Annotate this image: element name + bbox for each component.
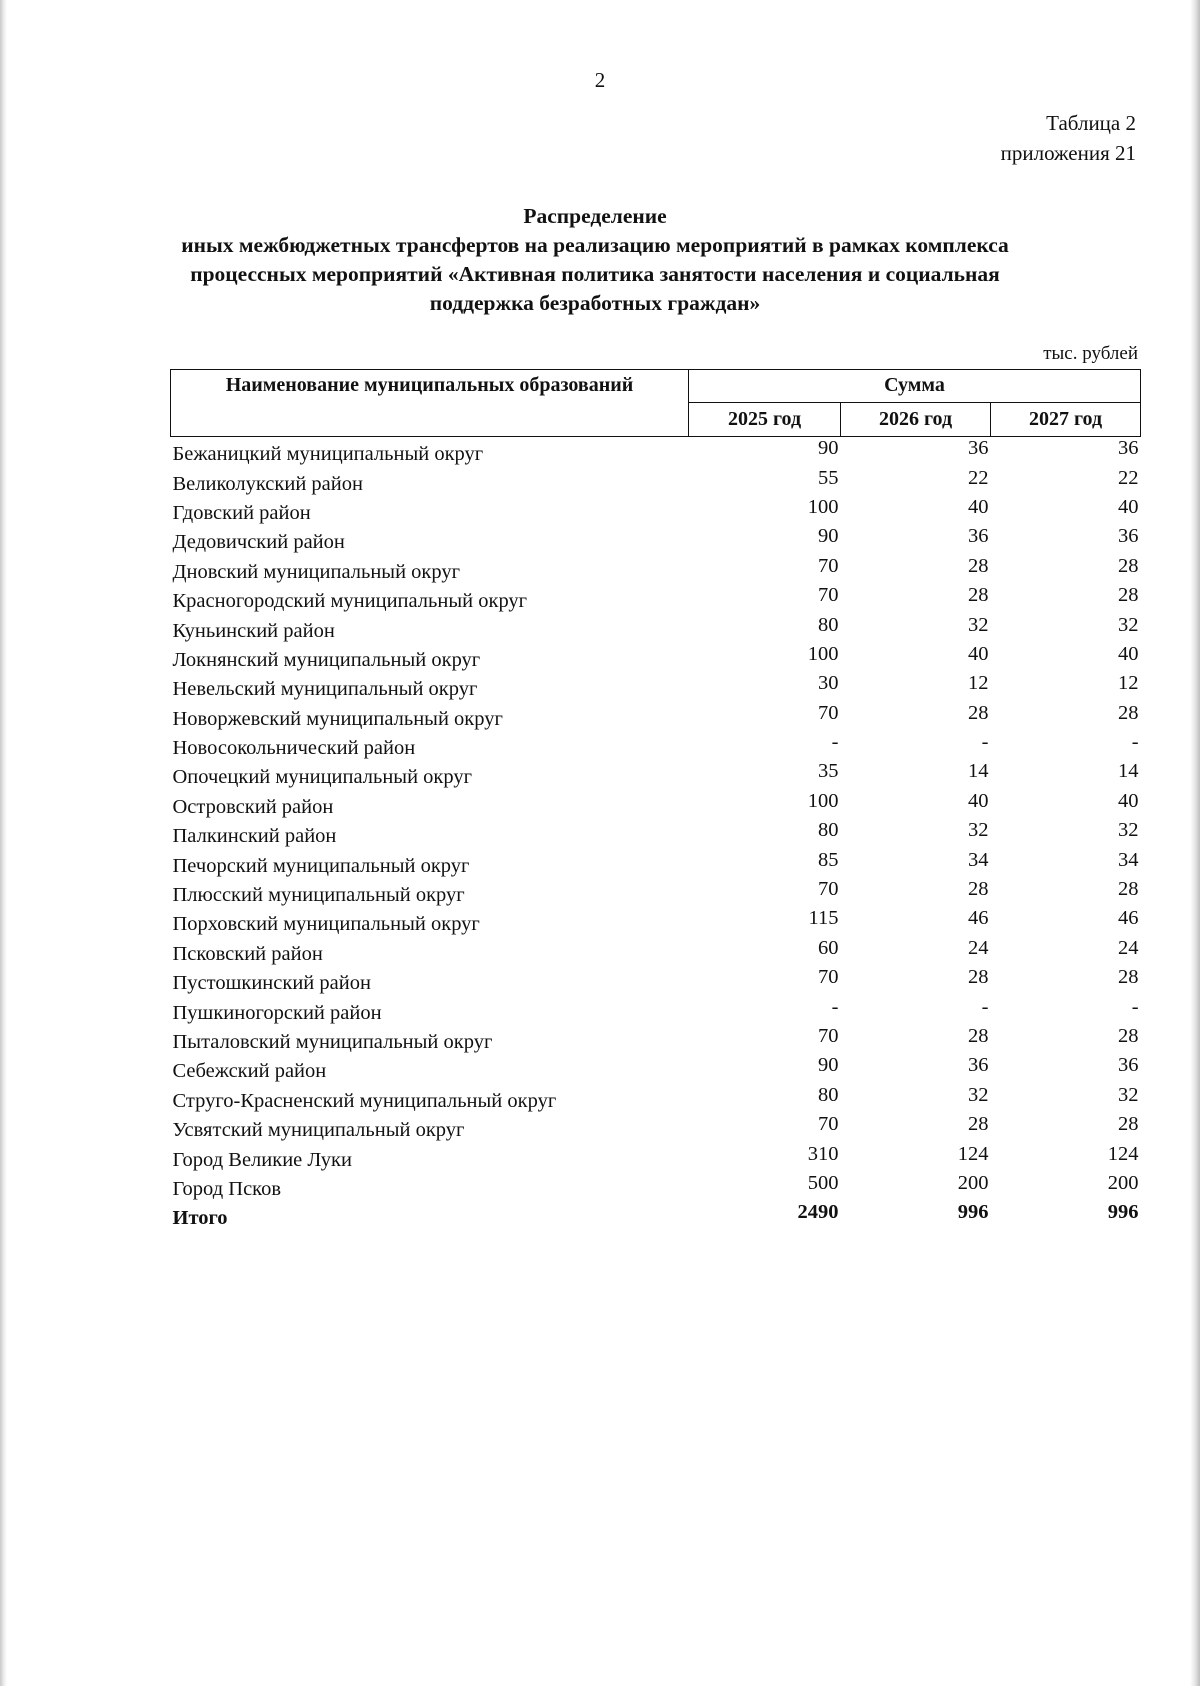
cell-2026: 24 (968, 936, 989, 959)
cell-2026: 28 (968, 966, 989, 989)
cell-municipality: Плюсский муниципальный округ (172, 884, 465, 907)
header-year-2026: 2026 год (841, 402, 991, 436)
cell-2027: 28 (1118, 554, 1139, 577)
cell-2025: 80 (818, 1083, 839, 1106)
cell-2025: 70 (818, 584, 839, 607)
title-line4: поддержка безработных граждан» (429, 291, 761, 315)
cell-2027: 28 (1118, 1113, 1139, 1136)
cell-2025: 70 (818, 966, 839, 989)
cell-2026: 32 (968, 613, 989, 636)
cell-2026: 36 (968, 1054, 989, 1077)
table-row (171, 672, 1141, 701)
cell-2025: 100 (807, 495, 839, 518)
cell-municipality: Печорский муниципальный округ (172, 854, 470, 877)
cell-municipality: Струго-Красненский муниципальный округ (172, 1089, 557, 1112)
cell-municipality: Дновский муниципальный округ (172, 560, 461, 583)
cell-2027: 40 (1118, 789, 1139, 812)
cell-2026: 28 (968, 1113, 989, 1136)
cell-municipality: Новосокольнический район (172, 737, 416, 760)
cell-2026: 14 (968, 760, 989, 783)
cell-2027: 200 (1107, 1171, 1139, 1194)
cell-2026: 28 (968, 1025, 989, 1047)
cell-2025: 100 (807, 642, 839, 665)
title-line2: иных межбюджетных трансфертов на реализацию мероприятий в рамках комплекса (181, 233, 1009, 257)
cell-2026: 22 (968, 466, 989, 489)
cell-2025: 70 (818, 878, 839, 901)
cell-municipality: Куньинский район (172, 619, 335, 642)
table-ref-line1: Таблица 2 (1046, 111, 1136, 135)
cell-2025: - (831, 731, 839, 754)
cell-municipality: Себежский район (172, 1060, 327, 1083)
cell-2026: 32 (968, 1083, 989, 1106)
title-line1: Распределение (523, 204, 667, 228)
header-year-2025: 2025 год (689, 402, 841, 436)
document-title (140, 202, 1050, 318)
table-row (171, 790, 1141, 819)
table-row (171, 878, 1141, 907)
cell-2026: 28 (968, 878, 989, 901)
cell-municipality: Город Псков (172, 1177, 282, 1200)
cell-2026: 200 (957, 1171, 989, 1194)
cell-2026: 36 (968, 525, 989, 548)
table-row (171, 1172, 1141, 1201)
table-body (171, 437, 1141, 1231)
cell-2027: 28 (1118, 1025, 1139, 1047)
table-row (171, 584, 1141, 613)
cell-2025: 90 (818, 525, 839, 548)
cell-municipality: Бежаницкий муниципальный округ (172, 443, 484, 466)
table-row (171, 937, 1141, 966)
cell-2025: 90 (818, 437, 839, 460)
cell-2025: 70 (818, 1113, 839, 1136)
cell-2027: 28 (1118, 878, 1139, 901)
cell-2027: 996 (1107, 1201, 1139, 1224)
cell-2027: 28 (1118, 701, 1139, 724)
cell-2026: 28 (968, 701, 989, 724)
cell-2026: 34 (968, 848, 989, 871)
cell-2025: 2490 (797, 1201, 839, 1224)
cell-2025: 35 (818, 760, 839, 783)
cell-municipality: Невельский муниципальный округ (172, 678, 478, 701)
header-sum: Сумма (689, 370, 1141, 403)
cell-2026: 12 (968, 672, 989, 695)
cell-2025: 60 (818, 936, 839, 959)
cell-2025: 100 (807, 789, 839, 812)
cell-2027: 32 (1118, 819, 1139, 842)
table-row (171, 966, 1141, 995)
cell-municipality: Островский район (172, 795, 334, 818)
table-row (171, 525, 1141, 554)
cell-2025: 500 (807, 1171, 839, 1194)
table-row (171, 613, 1141, 642)
cell-municipality: Красногородский муниципальный округ (172, 590, 528, 613)
header-name: Наименование муниципальных образований (171, 370, 689, 437)
cell-2025: 70 (818, 554, 839, 577)
units-label: тыс. рублей (1043, 343, 1138, 364)
cell-2027: 40 (1118, 642, 1139, 665)
cell-2025: 55 (818, 466, 839, 489)
table-row (171, 1084, 1141, 1113)
cell-2027: 36 (1118, 437, 1139, 460)
cell-2025: 85 (818, 848, 839, 871)
cell-2026: 124 (957, 1142, 989, 1165)
table-row (171, 760, 1141, 789)
cell-municipality: Локнянский муниципальный округ (172, 648, 481, 671)
cell-2026: 28 (968, 584, 989, 607)
cell-2026: 40 (968, 642, 989, 665)
cell-2027: - (1131, 995, 1139, 1018)
cell-municipality: Порховский муниципальный округ (172, 913, 480, 936)
cell-municipality: Опочецкий муниципальный округ (172, 766, 473, 789)
cell-2027: 28 (1118, 584, 1139, 607)
cell-municipality: Усвятский муниципальный округ (172, 1119, 465, 1142)
cell-2025: 80 (818, 613, 839, 636)
table-row (171, 555, 1141, 584)
cell-2027: 28 (1118, 966, 1139, 989)
total-row (171, 1201, 1141, 1230)
cell-2025: 115 (808, 907, 839, 930)
cell-2026: - (981, 995, 989, 1018)
cell-2026: 40 (968, 789, 989, 812)
cell-2026: 46 (968, 907, 989, 930)
cell-2027: - (1131, 731, 1139, 754)
table-row (171, 1025, 1141, 1054)
cell-2025: 30 (818, 672, 839, 695)
cell-2027: 32 (1118, 1083, 1139, 1106)
cell-municipality: Псковский район (172, 942, 323, 965)
table-row (171, 848, 1141, 877)
cell-2027: 32 (1118, 613, 1139, 636)
cell-2025: 70 (818, 1025, 839, 1047)
cell-2025: 90 (818, 1054, 839, 1077)
cell-2027: 34 (1118, 848, 1139, 871)
cell-2027: 22 (1118, 466, 1139, 489)
table-header (171, 370, 1141, 437)
cell-2026: 28 (968, 554, 989, 577)
table-row (171, 995, 1141, 1024)
cell-2027: 36 (1118, 1054, 1139, 1077)
cell-municipality: Гдовский район (172, 501, 311, 524)
scan-edge-right (1190, 0, 1200, 1686)
cell-municipality: Пустошкинский район (172, 972, 371, 995)
cell-2027: 36 (1118, 525, 1139, 548)
cell-municipality: Великолукский район (172, 472, 363, 495)
cell-2027: 12 (1118, 672, 1139, 695)
cell-2027: 40 (1118, 495, 1139, 518)
cell-2026: 36 (968, 437, 989, 460)
cell-municipality: Пыталовский муниципальный округ (172, 1031, 493, 1053)
table-row (171, 643, 1141, 672)
table-row (171, 702, 1141, 731)
distribution-table (170, 369, 1141, 1231)
cell-2027: 24 (1118, 936, 1139, 959)
cell-2027: 46 (1118, 907, 1139, 930)
table-reference (1001, 108, 1136, 168)
cell-municipality: Дедовичский район (172, 531, 345, 554)
table-row (171, 437, 1141, 467)
cell-2025: 70 (818, 701, 839, 724)
cell-2025: - (831, 995, 839, 1018)
cell-municipality: Новоржевский муниципальный округ (172, 707, 503, 730)
cell-municipality: Пушкиногорский район (172, 1001, 382, 1024)
cell-2026: - (981, 731, 989, 754)
table-row (171, 731, 1141, 760)
cell-municipality: Город Великие Луки (172, 1148, 352, 1171)
cell-2026: 40 (968, 495, 989, 518)
table-row (171, 907, 1141, 936)
cell-2025: 80 (818, 819, 839, 842)
title-line3: процессных мероприятий «Активная политика занятости населения и социальная (190, 262, 1000, 286)
cell-2027: 124 (1107, 1142, 1139, 1165)
table-row (171, 496, 1141, 525)
cell-municipality: Итого (172, 1207, 228, 1230)
cell-2025: 310 (807, 1142, 839, 1165)
scan-edge-left (0, 0, 7, 1686)
cell-2027: 14 (1118, 760, 1139, 783)
page-number: 2 (594, 68, 606, 92)
table-row (171, 1113, 1141, 1142)
header-year-2027: 2027 год (991, 402, 1141, 436)
table-row (171, 466, 1141, 495)
table-row (171, 1054, 1141, 1083)
cell-2026: 32 (968, 819, 989, 842)
table-row (171, 819, 1141, 848)
cell-2026: 996 (957, 1201, 989, 1224)
table-row (171, 1142, 1141, 1171)
table-ref-line2: приложения 21 (1000, 141, 1136, 165)
cell-municipality: Палкинский район (172, 825, 337, 848)
